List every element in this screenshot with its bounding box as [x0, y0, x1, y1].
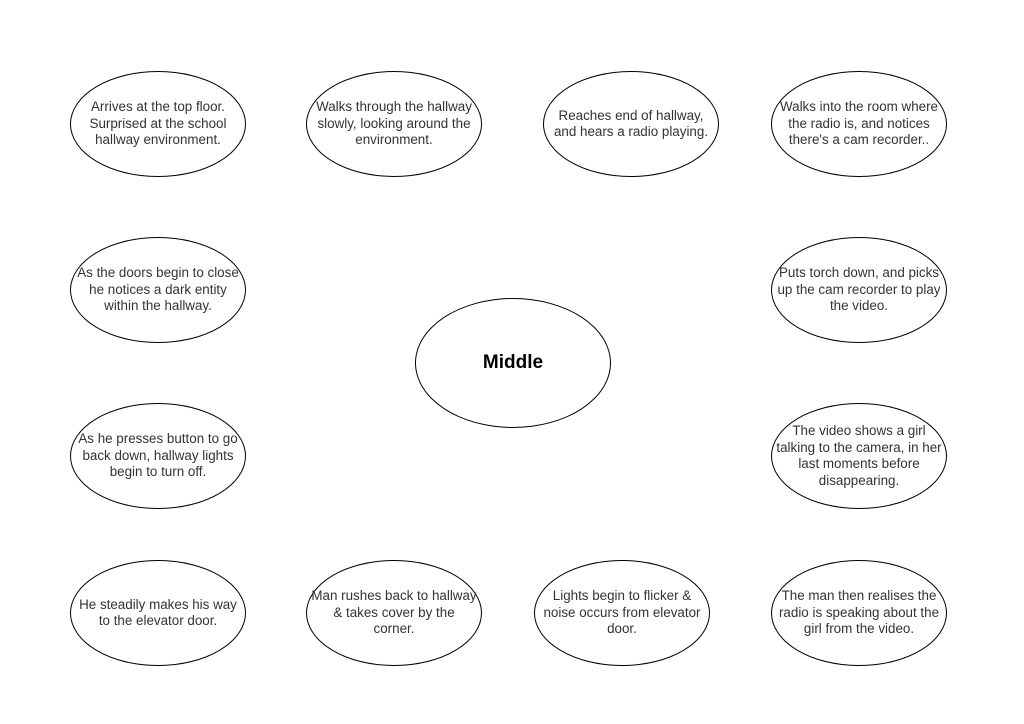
node-label: As the doors begin to close he notices a dark entity within the hallway.	[77, 265, 239, 314]
node-walks-into-room	[771, 71, 947, 177]
node-reaches-end-of-hallway	[543, 71, 719, 177]
node-puts-torch-down	[771, 237, 947, 343]
node-label: Man rushes back to hallway & takes cover by the corner.	[311, 588, 477, 637]
node-label: Puts torch down, and picks up the cam recorder to play the video.	[777, 265, 941, 314]
node-radio-speaking	[771, 560, 947, 666]
node-doors-begin-to-close	[70, 237, 246, 343]
node-presses-button	[70, 403, 246, 509]
node-label: Walks into the room where the radio is, and notices there's a cam recorder..	[779, 99, 939, 148]
node-label: Lights begin to flicker & noise occurs from elevator door.	[543, 588, 701, 637]
node-makes-way-to-elevator	[70, 560, 246, 666]
node-label: The video shows a girl talking to the camera, in her last moments before disappearing.	[776, 423, 942, 488]
node-walks-through-hallway	[306, 71, 482, 177]
node-lights-flicker	[534, 560, 710, 666]
node-label: Walks through the hallway slowly, looking around the environment.	[316, 99, 472, 148]
node-rushes-back-to-hallway	[306, 560, 482, 666]
node-label: As he presses button to go back down, hallway lights begin to turn off.	[78, 431, 238, 480]
center-node-label: Middle	[482, 352, 544, 373]
node-label: Reaches end of hallway, and hears a radio playing.	[553, 107, 709, 139]
node-video-shows-girl	[771, 403, 947, 509]
node-label: The man then realises the radio is speaking about the girl from the video.	[778, 588, 940, 637]
node-arrives-top-floor	[70, 71, 246, 177]
node-label: He steadily makes his way to the elevator door.	[79, 596, 237, 628]
node-label: Arrives at the top floor. Surprised at the school hallway environment.	[89, 99, 227, 148]
center-node-middle	[415, 298, 611, 428]
